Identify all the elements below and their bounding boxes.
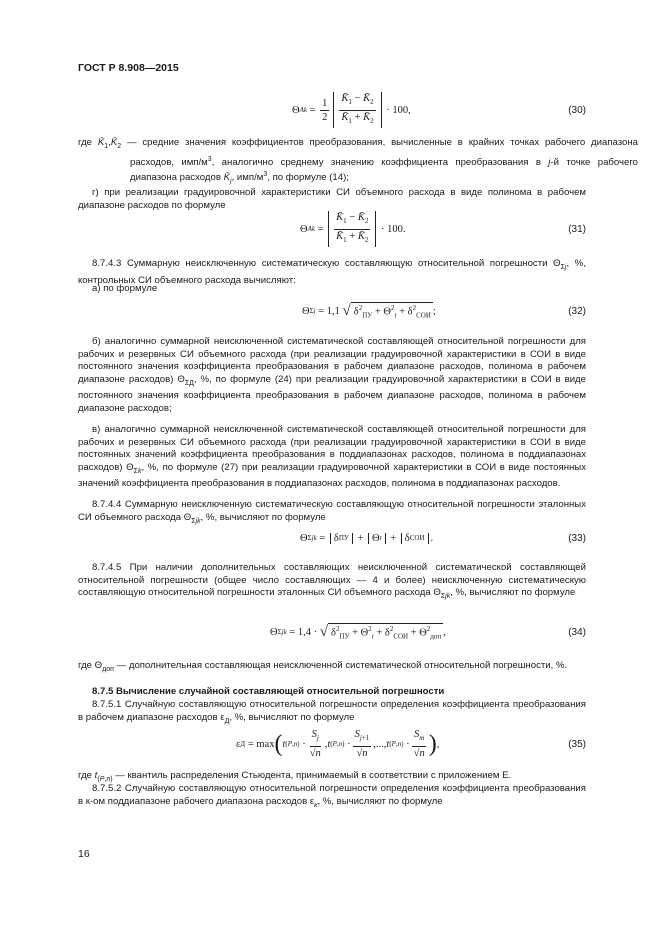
equation-number-35: (35) xyxy=(568,738,586,750)
paragraph-8752: 8.7.5.2 Случайную составляющую относительной погрешности определения коэффициента преобразования в к-ом поддиапазоне рабочего диапазона расходов $\varepsilon_к$, %, вычисляют по формуле xyxy=(78,783,586,809)
equation-33: Θ Σjk = δ ПУ + Θ t + δ СОИ . (33) xyxy=(78,523,586,553)
paragraph-a: а) по формуле xyxy=(92,283,158,294)
equation-34: Θ Σjk = 1,4 · √ $\delta^2_{ПУ} + \Theta^2_t + \delta^2_{СОИ} + \Theta^2_{доп}$ , (34) xyxy=(78,617,586,647)
paragraph-where-k: где $K̄_1,K̄_2$ — средние значения коэффициентов преобразования, вычисленные в крайних точках рабочего диапазона расходов, имп/$м^3$, аналогично среднему значению коэффициента преобразования в j-й точке рабочего диапазона расходов $K̄_j$, имп/$м^3$, по формуле (14); xyxy=(78,137,639,186)
equation-30: Θ Ak = $\frac{1}{2}$ $\frac{K̄_1 - K̄_2}{K̄_1 + K̄_2}$ · 100 , (30) xyxy=(78,95,586,125)
equation-number-30: (30) xyxy=(568,104,586,116)
equation-35: ε Д = max ( t (P,n) · $\frac{S_j}{√n}$ , t (P,n) · $\frac{S_{j+1}}{√n}$ ,..., t (P,n) · $\frac{S_m}{√n}$ ) , (35) xyxy=(236,729,586,759)
section-heading-875: 8.7.5 Вычисление случайной составляющей относительной погрешности xyxy=(92,686,445,697)
paragraph-8751: 8.7.5.1 Случайную составляющую относительной погрешности определения коэффициента преобразования в рабочем диапазоне расходов $\varepsilon_Д$, %, вычисляют по формуле xyxy=(78,699,586,725)
paragraph-where-dop: где $\Theta_{доп}$ — дополнительная составляющая неисключенной систематической относительной погрешности, %. xyxy=(78,660,568,673)
paragraph-8743: 8.7.4.3 Суммарную неисключенную систематическую составляющую относительной погрешности $\Theta_{\Sigma j}$, %, контрольных СИ объемного расхода вычисляют: xyxy=(78,258,587,286)
paragraph-where-t: где $t_{(P,n)}$ — квантиль распределения Стьюдента, принимаемый в соответствии с приложением Е. xyxy=(78,770,512,783)
paragraph-v: в) аналогично суммарной неисключенной систематической составляющей относительной погрешности для рабочих и резервных СИ объемного расхода (при реализации градуировочной характеристики в СОИ в виде постоянных значений коэффициента преобразования в поддиапазонах расходов, полинома в поддиапазонах расходов) $\Theta_{\Sigma k}$, %, по формуле (27) при реализации градуировочной характеристики в СОИ в виде постоянных значений коэффициента преобразования в поддиапазонах расходов, полинома в поддиапазонах расходов. xyxy=(78,424,586,490)
equation-31: Θ Ak = $\frac{K̄_1 - K̄_2}{K̄_1 + K̄_2}$ · 100 . (31) xyxy=(78,214,586,244)
equation-number-33: (33) xyxy=(568,532,586,544)
paragraph-8745: 8.7.4.5 При наличии дополнительных составляющих неисключенной систематической составляющей относительной погрешности (общее число составляющих — 4 и более) неисключенную систематическую составляющую относительной погрешности эталонных СИ объемного расхода $\Theta_{\Sigma jk}$, %, вычисляют по формуле xyxy=(78,562,586,601)
equation-number-31: (31) xyxy=(568,223,586,235)
document-header: ГОСТ Р 8.908—2015 xyxy=(78,62,179,74)
page-number: 16 xyxy=(78,848,90,860)
equation-number-32: (32) xyxy=(568,305,586,317)
equation-32: Θ Σj = 1,1 √ $\delta^2_{ПУ} + \Theta^2_t + \delta^2_{СОИ}$ ; (32) xyxy=(78,296,586,326)
paragraph-8744: 8.7.4.4 Суммарную неисключенную систематическую составляющую относительной погрешности эталонных СИ объемного расхода $\Theta_{\Sigma jk}$, %, вычисляют по формуле xyxy=(78,499,586,525)
paragraph-b: б) аналогично суммарной неисключенной систематической составляющей относительной погрешности для рабочих и резервных СИ объемного расхода (при реализации градуировочной характеристики в СОИ в виде постоянного значения коэффициента преобразования в рабочем диапазоне расходов, полинома в рабочем диапазоне расходов) $\Theta_{\Sigma Д}$, %, по формуле (24) при реализации градуировочной характеристики в СОИ в виде постоянного значения коэффициента преобразования в рабочем диапазоне расходов, полинома в рабочем диапазоне расходов; xyxy=(78,336,586,414)
paragraph-g: г) при реализации градуировочной характеристики СИ объемного расхода в виде полинома в рабочем диапазоне расходов по формуле xyxy=(78,187,586,211)
equation-number-34: (34) xyxy=(568,626,586,638)
